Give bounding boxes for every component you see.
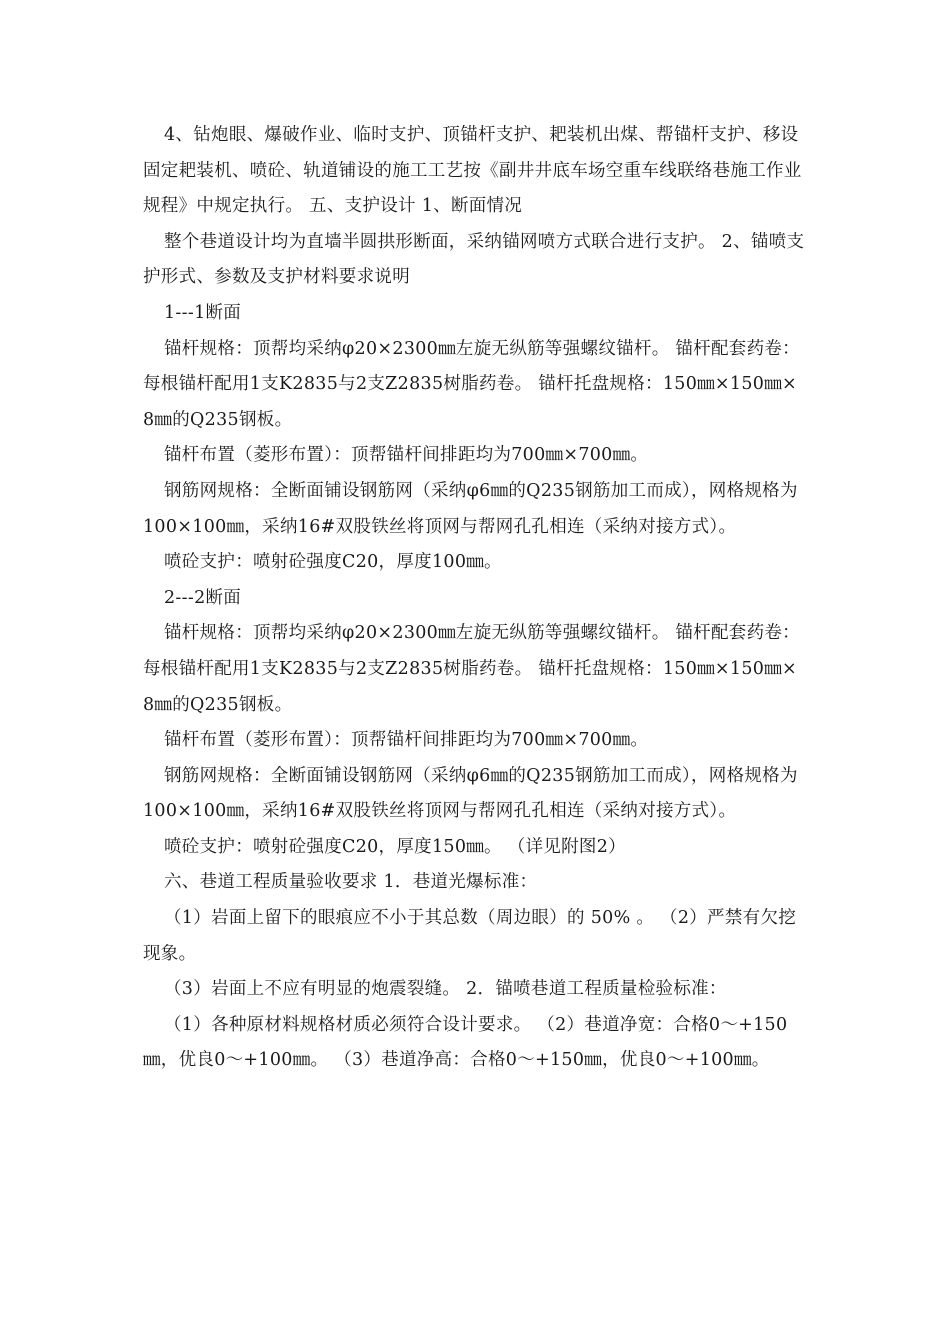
paragraph: （1）各种原材料规格材质必须符合设计要求。 （2）巷道净宽：合格0～+150㎜，优良0～+100㎜。 （3）巷道净高：合格0～+150㎜，优良0～+100㎜。 <box>143 1014 788 1071</box>
paragraph: 喷砼支护：喷射砼强度C20，厚度100㎜。 <box>164 552 502 573</box>
paragraph: 整个巷道设计均为直墙半圆拱形断面，采纳锚网喷方式联合进行支护。 2、锚喷支护形式、参数及支护材料要求说明 <box>143 231 805 288</box>
paragraph: 喷砼支护：喷射砼强度C20，厚度150㎜。 （详见附图2） <box>164 836 626 857</box>
paragraph: 锚杆布置（菱形布置）：顶帮锚杆间排距均为700㎜×700㎜。 <box>164 730 649 751</box>
paragraph: （3）岩面上不应有明显的炮震裂缝。 2．锚喷巷道工程质量检验标准： <box>164 979 727 1000</box>
paragraph: 4、钻炮眼、爆破作业、临时支护、顶锚杆支护、耙装机出煤、帮锚杆支护、移设固定耙装机、喷砼、轨道铺设的施工工艺按《副井井底车场空重车线联络巷施工作业规程》中规定执行。 五、支护设计 1、断面情况 <box>143 125 802 217</box>
paragraph: 钢筋网规格：全断面铺设钢筋网（采纳φ6㎜的Q235钢筋加工而成），网格规格为100×100㎜，采纳16#双股铁丝将顶网与帮网孔孔相连（采纳对接方式）。 <box>143 480 798 537</box>
section-heading: 2---2断面 <box>164 587 242 608</box>
paragraph: 锚杆布置（菱形布置）：顶帮锚杆间排距均为700㎜×700㎜。 <box>164 445 649 466</box>
paragraph: 锚杆规格：顶帮均采纳φ20×2300㎜左旋无纵筋等强螺纹锚杆。 锚杆配套药卷：每根锚杆配用1支K2835与2支Z2835树脂药卷。 锚杆托盘规格：150㎜×150㎜×8㎜的Q235钢板。 <box>143 338 800 430</box>
paragraph: 锚杆规格：顶帮均采纳φ20×2300㎜左旋无纵筋等强螺纹锚杆。 锚杆配套药卷：每根锚杆配用1支K2835与2支Z2835树脂药卷。 锚杆托盘规格：150㎜×150㎜×8㎜的Q235钢板。 <box>143 623 800 715</box>
paragraph: （1）岩面上留下的眼痕应不小于其总数（周边眼）的 50% 。 （2）严禁有欠挖现象。 <box>143 908 797 964</box>
document-body <box>143 118 805 1079</box>
paragraph: 钢筋网规格：全断面铺设钢筋网（采纳φ6㎜的Q235钢筋加工而成），网格规格为100×100㎜，采纳16#双股铁丝将顶网与帮网孔孔相连（采纳对接方式）。 <box>143 765 798 822</box>
paragraph: 六、巷道工程质量验收要求 1．巷道光爆标准： <box>164 872 538 893</box>
section-heading: 1---1断面 <box>164 302 242 323</box>
